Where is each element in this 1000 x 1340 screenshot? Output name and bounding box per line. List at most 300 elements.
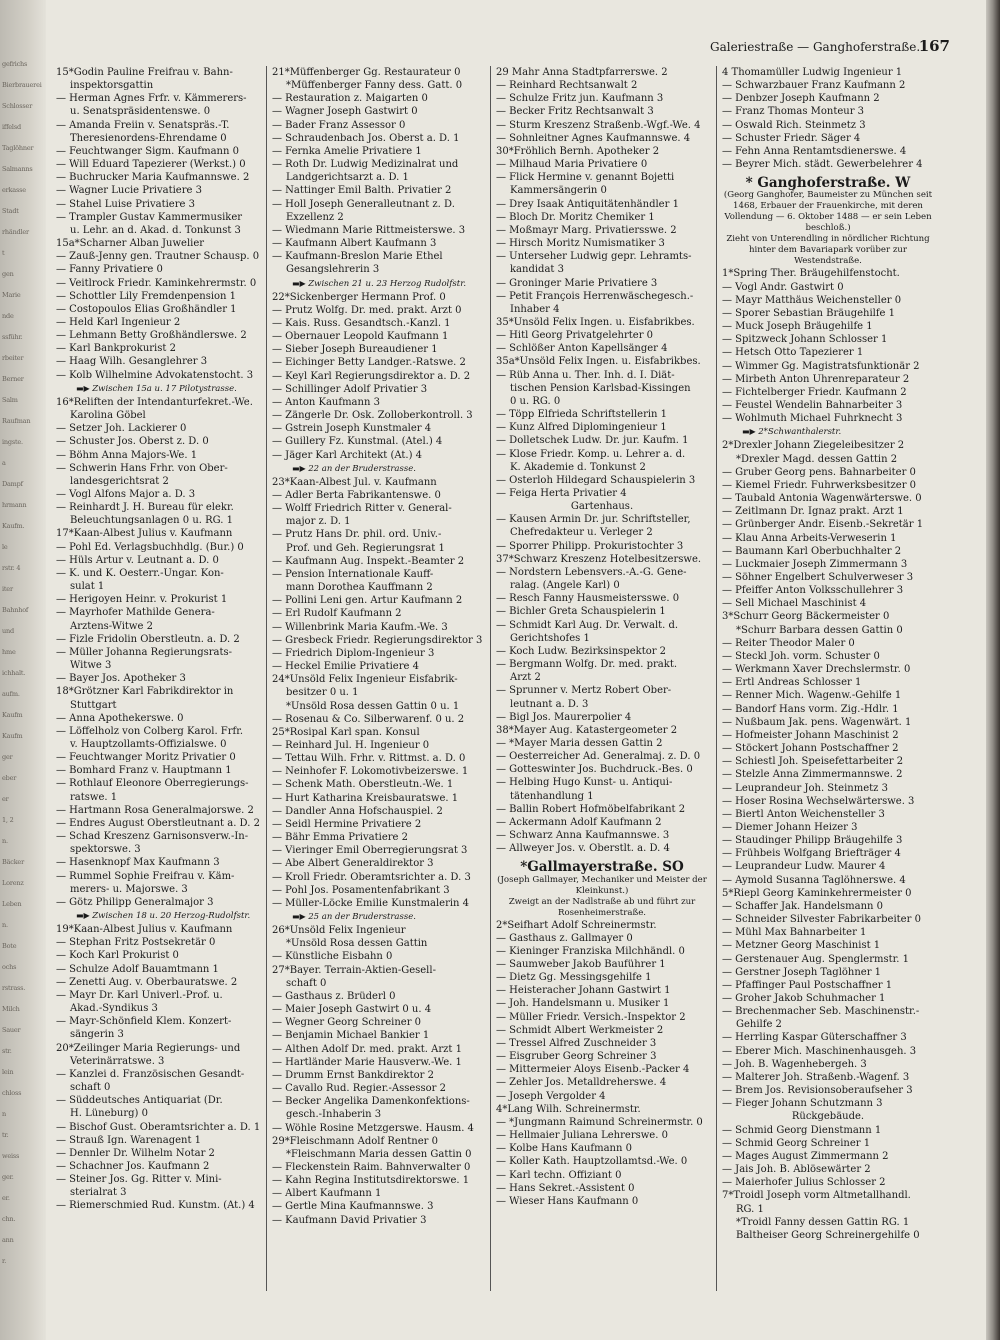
- directory-entry: — Zängerle Dr. Osk. Zolloberkontroll. 3: [272, 410, 473, 422]
- directory-entry: — Taubald Antonia Wagenwärterswe. 0: [722, 493, 922, 505]
- directory-entry: — Neinhofer F. Lokomotivbeizerswe. 1: [272, 766, 469, 778]
- directory-entry: Kammersängerin 0: [510, 185, 607, 197]
- directory-entry: — Reinhardt J. H. Bureau für elekr.: [56, 502, 234, 514]
- directory-entry: — Friedrich Diplom-Ingenieur 3: [272, 647, 435, 659]
- directory-entry: — Mayrhofer Mathilde Genera-: [56, 607, 215, 619]
- cross-street-marker: ▬▶ Zwischen 18 u. 20 Herzog-Rudolfstr.: [56, 909, 268, 923]
- directory-entry: — Fichtelberger Friedr. Kaufmann 2: [722, 386, 907, 398]
- directory-entry: — Wolff Friedrich Ritter v. General-: [272, 503, 452, 515]
- directory-entry: 23*Kaan-Albest Jul. v. Kaufmann: [272, 476, 437, 488]
- gutter-fragment: erkasse: [2, 186, 26, 194]
- column-3: [496, 66, 708, 1296]
- directory-entry: — Mayr Dr. Karl Univerl.-Prof. u.: [56, 989, 223, 1001]
- directory-entry: — Sporer Sebastian Bräugehilfe 1: [722, 307, 896, 319]
- directory-entry: — Schwerin Hans Frhr. von Ober-: [56, 462, 228, 474]
- directory-entry: — Kaufmann-Breslon Marie Ethel: [272, 251, 443, 263]
- directory-entry: — Nordstern Lebensvers.-A.-G. Gene-: [496, 566, 687, 578]
- directory-entry: — Eberer Mich. Maschinenhausgeh. 3: [722, 1045, 917, 1057]
- directory-entry: — Hans Sekret.-Assistent 0: [496, 1182, 635, 1194]
- gutter-fragment: Bäcker: [2, 858, 24, 866]
- directory-entry: — Bichler Greta Schauspielerin 1: [496, 606, 666, 618]
- directory-entry: Gesangslehrerin 3: [286, 264, 380, 276]
- gutter-fragment: le: [2, 543, 8, 551]
- directory-entry: — Oswald Rich. Steinmetz 3: [722, 119, 866, 131]
- directory-entry: *Troidl Fanny dessen Gattin RG. 1: [736, 1216, 910, 1228]
- directory-entry: — Schiestl Joh. Speisefettarbeiter 2: [722, 756, 904, 768]
- directory-entry: — Schmid Georg Schreiner 1: [722, 1137, 871, 1149]
- directory-entry: — Zehler Jos. Metalldreherswe. 4: [496, 1077, 667, 1089]
- gutter-fragment: ochs: [2, 963, 17, 971]
- directory-entry: — Keyl Karl Regierungsdirektor a. D. 2: [272, 370, 471, 382]
- directory-entry: besitzer 0 u. 1: [286, 687, 359, 699]
- directory-entry: — Haag Wilh. Gesanglehrer 3: [56, 356, 208, 368]
- directory-entry: — Koch Karl Prokurist 0: [56, 950, 179, 962]
- directory-entry: — Müller Friedr. Versich.-Inspektor 2: [496, 1011, 686, 1023]
- directory-entry: — Müller Johanna Regierungsrats-: [56, 646, 233, 658]
- directory-entry: — Schlößer Anton Kapellsänger 4: [496, 343, 668, 355]
- directory-entry: — Gotteswinter Jos. Buchdruck.-Bes. 0: [496, 764, 693, 776]
- directory-entry: tätenhandlung 1: [510, 790, 594, 802]
- directory-entry: schaft 0: [70, 1082, 111, 1094]
- directory-entry: — Schwarzbauer Franz Kaufmann 2: [722, 80, 906, 92]
- gutter-fragment: Milch: [2, 1005, 20, 1013]
- directory-entry: inspektorsgattin: [70, 80, 154, 92]
- directory-entry: Witwe 3: [70, 660, 112, 672]
- directory-entry: — Mirbeth Anton Uhrenreparateur 2: [722, 373, 910, 385]
- directory-entry: 15a*Scharner Alban Juwelier: [56, 238, 205, 250]
- directory-entry: 38*Mayer Aug. Katastergeometer 2: [496, 724, 678, 736]
- directory-entry: — Schaffer Jak. Handelsmann 0: [722, 900, 884, 912]
- directory-entry: — Rosenau & Co. Silberwarenf. 0 u. 2: [272, 713, 465, 725]
- directory-entry: — Wieser Hans Kaufmann 0: [496, 1195, 639, 1207]
- directory-entry: — Holl Joseph Generalleutnant z. D.: [272, 198, 455, 210]
- directory-entry: — Heckel Emilie Privatiere 4: [272, 661, 419, 673]
- column-1: [56, 66, 268, 1296]
- gutter-fragment: Stadt: [2, 207, 19, 215]
- directory-entry: Akad.-Syndikus 3: [70, 1003, 158, 1015]
- directory-entry: 3*Schurr Georg Bäckermeister 0: [722, 611, 890, 623]
- directory-entry: — Schuster Friedr. Säger 4: [722, 132, 861, 144]
- directory-entry: — Süddeutsches Antiquariat (Dr.: [56, 1095, 223, 1107]
- gutter-fragment: weiss: [2, 1152, 20, 1160]
- cross-street-marker: ▬▶ Zwischen 15a u. 17 Pilotystrasse.: [56, 382, 268, 396]
- directory-entry: — Franz Thomas Monteur 3: [722, 106, 865, 118]
- gutter-fragment: ger: [2, 753, 13, 761]
- directory-entry: — Kausen Armin Dr. jur. Schriftsteller,: [496, 514, 691, 526]
- directory-entry: — *Mayer Maria dessen Gattin 2: [496, 737, 663, 749]
- directory-entry: — Anton Kaufmann 3: [272, 396, 380, 408]
- directory-entry: — Resch Fanny Hausmeistersswe. 0: [496, 593, 680, 605]
- directory-entry: — Schachner Jos. Kaufmann 2: [56, 1160, 210, 1172]
- directory-entry: *Fleischmann Maria dessen Gattin 0: [286, 1148, 472, 1160]
- directory-entry: — Seidl Hermine Privatiere 2: [272, 818, 422, 830]
- directory-entry: — Schmidt Albert Werkmeister 2: [496, 1024, 664, 1036]
- directory-entry: — Hofmeister Johann Maschinist 2: [722, 729, 899, 741]
- gutter-fragment: n.: [2, 921, 8, 929]
- gutter-fragment: er.: [2, 1194, 10, 1202]
- directory-entry: — Eichinger Betty Landger.-Ratswe. 2: [272, 357, 466, 369]
- directory-entry: — Müller-Löcke Emilie Kunstmalerin 4: [272, 897, 470, 909]
- cross-street-marker: ▬▶ 25 an der Bruderstrasse.: [272, 910, 484, 924]
- gutter-fragment: r.: [2, 1257, 7, 1265]
- directory-entry: — Anna Apothekerswe. 0: [56, 712, 184, 724]
- directory-entry: — Kolb Wilhelmine Advokatenstocht. 3: [56, 369, 254, 381]
- street-note: Zieht von Unterendling in nördlicher Richtung hinter dem Bavariapark vorüber zur Westendstraße.: [726, 234, 930, 267]
- directory-entry: — Schulze Adolf Bauamtmann 1: [56, 963, 219, 975]
- directory-entry: 20*Zeilinger Maria Regierungs- und: [56, 1042, 241, 1054]
- directory-entry: — Joh. B. Wagenhebergeh. 3: [722, 1058, 867, 1070]
- column-4: [722, 66, 934, 1296]
- directory-entry: u. Lehr. an d. Akad. d. Tonkunst 3: [70, 224, 241, 236]
- directory-entry: — Eisgruber Georg Schreiner 3: [496, 1051, 657, 1063]
- directory-entry: Veterinärratswe. 3: [70, 1055, 165, 1067]
- directory-entry: — Tressel Alfred Zuschneider 3: [496, 1037, 657, 1049]
- column-divider: [716, 66, 717, 1291]
- directory-entry: — Dolletschek Ludw. Dr. jur. Kaufm. 1: [496, 435, 689, 447]
- running-title: Galeriestraße — Ganghoferstraße.: [710, 40, 921, 54]
- cross-street-marker: ▬▶ 22 an der Bruderstrasse.: [272, 462, 484, 476]
- gutter-fragment: Berner: [2, 375, 24, 383]
- directory-entry: — Klau Anna Arbeits-Verweserin 1: [722, 532, 897, 544]
- cross-street-marker: ▬▶ 2*Schwanthalerstr.: [722, 425, 934, 439]
- directory-entry: Exzellenz 2: [286, 211, 344, 223]
- directory-entry: — Schmid Georg Dienstmann 1: [722, 1124, 882, 1136]
- directory-entry: — Schad Kreszenz Garnisonsverw.-In-: [56, 831, 249, 843]
- directory-entry: 26*Unsöld Felix Ingenieur: [272, 925, 406, 937]
- directory-entry: — Cavallo Rud. Regier.-Assessor 2: [272, 1083, 446, 1095]
- directory-entry: — Kroll Friedr. Oberamtsrichter a. D. 3: [272, 871, 471, 883]
- directory-entry: — Groher Jakob Schuhmacher 1: [722, 993, 886, 1004]
- directory-entry: Chefredakteur u. Verleger 2: [510, 527, 653, 539]
- directory-entry: Prof. und Geh. Regierungsrat 1: [286, 542, 445, 554]
- gutter-fragment: str.: [2, 1047, 12, 1055]
- directory-entry: — Fleckenstein Raim. Bahnverwalter 0: [272, 1161, 471, 1173]
- directory-entry: *Unsöld Rosa dessen Gattin: [286, 938, 428, 950]
- directory-entry: — Buchrucker Maria Kaufmannswe. 2: [56, 172, 250, 184]
- directory-entry: — Reinhard Rechtsanwalt 2: [496, 80, 638, 92]
- page-number: 167: [918, 37, 950, 55]
- directory-entry: Beleuchtungsanlagen 0 u. RG. 1: [70, 515, 234, 527]
- directory-entry: Gartenhaus.: [570, 501, 634, 513]
- directory-entry: — Hüls Artur v. Leutnant a. D. 0: [56, 554, 219, 566]
- directory-entry: — Maier Joseph Gastwirt 0 u. 4: [272, 1004, 432, 1016]
- directory-entry: — Roth Dr. Ludwig Medizinalrat und: [272, 159, 459, 171]
- directory-entry: merers- u. Majorswe. 3: [70, 883, 188, 895]
- directory-entry: u. Senatspräsidentenswe. 0: [70, 106, 211, 118]
- directory-entry: *Drexler Magd. dessen Gattin 2: [736, 453, 898, 465]
- directory-entry: — Vieringer Emil Oberregierungsrat 3: [272, 845, 468, 857]
- directory-entry: — Kolbe Hans Kaufmann 0: [496, 1143, 632, 1155]
- directory-entry: — Bergmann Wolfg. Dr. med. prakt.: [496, 659, 678, 671]
- directory-entry: — Mayr Matthäus Weichensteller 0: [722, 294, 902, 306]
- directory-entry: — Bayer Jos. Apotheker 3: [56, 673, 186, 685]
- page-header: [710, 37, 950, 55]
- directory-entry: — Dietz Gg. Messingsgehilfe 1: [496, 972, 652, 984]
- directory-entry: — Götz Philipp Generalmajor 3: [56, 896, 214, 908]
- directory-entry: — Sohnleitner Agnes Kaufmannswe. 4: [496, 132, 691, 144]
- directory-entry: 2*Seifhart Adolf Schreinermstr.: [496, 919, 657, 931]
- directory-entry: 37*Schwarz Kreszenz Hotelbesitzerswe.: [496, 553, 702, 565]
- left-gutter-bleed: [0, 0, 46, 1340]
- directory-entry: — Bischof Gust. Oberamtsrichter a. D. 1: [56, 1121, 261, 1133]
- directory-entry: sterialrat 3: [70, 1187, 127, 1199]
- directory-entry: — Kais. Russ. Gesandtsch.-Kanzl. 1: [272, 317, 451, 329]
- directory-entry: — Herigoyen Heinr. v. Prokurist 1: [56, 594, 228, 606]
- directory-entry: 1*Spring Ther. Bräugehilfenstocht.: [722, 268, 900, 280]
- gutter-fragment: nde: [2, 312, 14, 320]
- gutter-fragment: hrmann: [2, 501, 27, 509]
- directory-entry: — Sporrer Philipp. Prokuristochter 3: [496, 540, 684, 552]
- directory-entry: — Guillery Fz. Kunstmal. (Atel.) 4: [272, 436, 443, 448]
- directory-entry: — Unterseher Ludwig gepr. Lehramts-: [496, 251, 692, 263]
- gutter-fragment: lein: [2, 1068, 14, 1076]
- directory-entry: — Gstrein Joseph Kunstmaler 4: [272, 423, 432, 435]
- gutter-fragment: ger.: [2, 1173, 14, 1181]
- gutter-fragment: Bahnhof: [2, 606, 29, 614]
- directory-entry: — Frühbeis Wolfgang Briefträger 4: [722, 848, 901, 860]
- directory-entry: — Schraudenbach Jos. Oberst a. D. 1: [272, 132, 460, 144]
- directory-entry: — Kunz Alfred Diplomingenieur 1: [496, 422, 667, 434]
- directory-entry: — Steckl Joh. vorm. Schuster 0: [722, 650, 880, 662]
- directory-entry: Landgerichtsarzt a. D. 1: [286, 172, 409, 184]
- gutter-fragment: Bierbrauerei: [2, 81, 42, 89]
- directory-entry: — Wohlmuth Michael Fuhrknecht 3: [722, 413, 903, 425]
- gutter-fragment: Salmanns: [2, 165, 33, 173]
- directory-entry: — Ertl Andreas Schlosser 1: [722, 677, 862, 689]
- directory-entry: — Bähr Emma Privatiere 2: [272, 832, 408, 844]
- directory-entry: — Ballin Robert Hofmöbelfabrikant 2: [496, 803, 686, 815]
- directory-entry: — Dennler Dr. Wilhelm Notar 2: [56, 1147, 215, 1159]
- directory-entry: — Koch Ludw. Bezirksinspektor 2: [496, 645, 667, 657]
- directory-entry: — Werkmann Xaver Drechslermstr. 0: [722, 664, 911, 676]
- directory-entry: — Milhaud Maria Privatiere 0: [496, 159, 648, 171]
- directory-entry: 2*Drexler Johann Ziegeleibesitzer 2: [722, 440, 905, 452]
- directory-entry: — Pfaffinger Paul Postschaffner 1: [722, 979, 893, 991]
- directory-entry: 29 Mahr Anna Stadtpfarrerswe. 2: [496, 67, 668, 78]
- gutter-fragment: t: [2, 249, 5, 257]
- directory-entry: — Schulze Fritz jun. Kaufmann 3: [496, 93, 664, 105]
- directory-entry: — Feustel Wendelin Bahnarbeiter 3: [722, 399, 903, 411]
- directory-entry: — Karl techn. Offiziant 0: [496, 1169, 622, 1181]
- gutter-fragment: ssführ.: [2, 333, 23, 341]
- directory-entry: — Kaufmann Aug. Inspekt.-Beamter 2: [272, 555, 465, 567]
- directory-entry: — Fizle Fridolin Oberstleutn. a. D. 2: [56, 633, 240, 645]
- directory-entry: — Prutz Wolfg. Dr. med. prakt. Arzt 0: [272, 304, 462, 316]
- directory-entry: — Bloch Dr. Moritz Chemiker 1: [496, 211, 655, 223]
- directory-entry: — Staudinger Philipp Bräugehilfe 3: [722, 835, 903, 847]
- directory-entry: — Herman Agnes Frfr. v. Kämmerers-: [56, 93, 247, 105]
- directory-entry: — Saumweber Jakob Bauführer 1: [496, 959, 666, 970]
- directory-entry: Arztens-Witwe 2: [70, 620, 153, 632]
- directory-entry: — Muck Joseph Bräugehilfe 1: [722, 321, 873, 333]
- directory-entry: — Benjamin Michael Bankier 1: [272, 1030, 430, 1042]
- directory-entry: — Söhner Engelbert Schulverweser 3: [722, 572, 914, 583]
- directory-entry: — Brem Jos. Revisionsoberaufseher 3: [722, 1085, 913, 1097]
- directory-entry: 24*Unsöld Felix Ingenieur Eisfabrik-: [272, 674, 458, 686]
- directory-entry: — Abe Albert Generaldirektor 3: [272, 858, 434, 870]
- directory-entry: 15*Godin Pauline Freifrau v. Bahn-: [56, 67, 233, 78]
- directory-entry: — Trampler Gustav Kammermusiker: [56, 211, 243, 223]
- directory-entry: 30*Fröhlich Bernh. Apotheker 2: [496, 145, 660, 157]
- gutter-fragment: ingste.: [2, 438, 23, 446]
- directory-entry: Gerichtshofes 1: [510, 632, 590, 644]
- directory-entry: — Erl Rudolf Kaufmann 2: [272, 608, 402, 620]
- gutter-fragment: chloss: [2, 1089, 22, 1097]
- directory-entry: 29*Fleischmann Adolf Rentner 0: [272, 1135, 438, 1147]
- directory-entry: — Obernauer Leopold Kaufmann 1: [272, 331, 449, 343]
- directory-entry: — Feuchtwanger Sigm. Kaufmann 0: [56, 145, 239, 157]
- directory-entry: kandidat 3: [510, 264, 564, 276]
- directory-entry: — Becker Fritz Rechtsanwalt 3: [496, 106, 654, 118]
- directory-entry: — Stöckert Johann Postschaffner 2: [722, 743, 899, 755]
- directory-entry: — Klose Friedr. Komp. u. Lehrer a. d.: [496, 448, 686, 460]
- directory-entry: — Will Eduard Tapezierer (Werkst.) 0: [56, 159, 246, 171]
- directory-entry: — Schneider Silvester Fabrikarbeiter 0: [722, 914, 921, 926]
- directory-entry: — Zenetti Aug. v. Oberbauratswe. 2: [56, 976, 238, 988]
- directory-entry: — Sell Michael Maschinist 4: [722, 598, 867, 610]
- directory-entry: — Moßmayr Marg. Privatiersswe. 2: [496, 224, 677, 236]
- directory-entry: Inhaber 4: [510, 303, 560, 315]
- directory-entry: — Feuchtwanger Moritz Privatier 0: [56, 752, 236, 764]
- directory-entry: — Hetsch Otto Tapezierer 1: [722, 347, 864, 359]
- gutter-fragment: n.: [2, 837, 8, 845]
- gutter-fragment: hme: [2, 648, 16, 656]
- directory-entry: — Schottler Lily Fremdenpension 1: [56, 290, 237, 302]
- directory-entry: — Pollini Leni gen. Artur Kaufmann 2: [272, 595, 463, 607]
- gutter-fragment: Salm: [2, 396, 18, 404]
- directory-entry: — Bigl Jos. Maurerpolier 4: [496, 711, 632, 723]
- directory-entry: — Diemer Johann Heizer 3: [722, 821, 858, 833]
- directory-entry: 35a*Unsöld Felix Ingen. u. Eisfabrikbes.: [496, 356, 701, 368]
- directory-entry: — Gertle Mina Kaufmannswe. 3: [272, 1201, 434, 1213]
- directory-entry: RG. 1: [736, 1203, 764, 1215]
- directory-entry: — Petit François Herrenwäschegesch.-: [496, 290, 694, 302]
- directory-entry: — Becker Angelika Damenkonfektions-: [272, 1096, 470, 1108]
- directory-entry: — Nußbaum Jak. pens. Wagenwärt. 1: [722, 716, 912, 728]
- directory-entry: — Fehn Anna Rentamtsdienerswe. 4: [722, 145, 907, 157]
- cross-street-marker: ▬▶ Zwischen 21 u. 23 Herzog Rudolfstr.: [272, 277, 484, 291]
- directory-entry: — Böhm Anna Majors-We. 1: [56, 449, 198, 461]
- directory-entry: 5*Riepl Georg Kaminkehrermeister 0: [722, 887, 912, 899]
- directory-entry: tischen Pension Karlsbad-Kissingen: [510, 382, 691, 394]
- gutter-fragment: gen: [2, 270, 14, 278]
- directory-entry: — Adler Berta Fabrikantenswe. 0: [272, 490, 441, 501]
- directory-entry: — Löffelholz von Colberg Karol. Frfr.: [56, 725, 244, 737]
- directory-entry: ratswe. 1: [70, 791, 118, 803]
- directory-entry: — Metzner Georg Maschinist 1: [722, 940, 881, 952]
- directory-entry: — Töpp Elfrieda Schriftstellerin 1: [496, 409, 668, 421]
- directory-entry: 18*Grötzner Karl Fabrikdirektor in: [56, 686, 234, 698]
- directory-entry: — Jäger Karl Architekt (At.) 4: [272, 449, 423, 461]
- directory-entry: — Heisteracher Johann Gastwirt 1: [496, 985, 671, 997]
- directory-entry: — Ackermann Adolf Kaufmann 2: [496, 816, 662, 828]
- directory-entry: — Schuster Jos. Oberst z. D. 0: [56, 436, 209, 448]
- directory-entry: — Schenk Math. Oberstleutn.-We. 1: [272, 779, 454, 791]
- directory-entry: — Hirsch Moritz Numismatiker 3: [496, 238, 665, 250]
- directory-entry: — Herrling Kaspar Güterschaffner 3: [722, 1032, 907, 1044]
- directory-entry: — Schmidt Karl Aug. Dr. Verwalt. d.: [496, 619, 679, 631]
- directory-entry: — Luckmaier Joseph Zimmermann 3: [722, 558, 908, 570]
- gutter-fragment: Kaufm: [2, 711, 23, 719]
- gutter-fragment: Sauer: [2, 1026, 21, 1034]
- directory-entry: — Endres August Oberstleutnant a. D. 2: [56, 817, 260, 829]
- directory-entry: — Vogl Andr. Gastwirt 0: [722, 281, 844, 293]
- directory-entry: — Kieninger Franziska Milchhändl. 0: [496, 945, 685, 957]
- directory-entry: landesgerichtsrat 2: [70, 475, 169, 487]
- street-note: (Georg Ganghofer, Baumeister zu München seit 1468, Erbauer der Frauenkirche, mit deren Vollendung — 6. Oktober 1488 — er sein Leben beschloß.): [723, 190, 933, 234]
- directory-entry: — Gasthaus z. Gallmayer 0: [496, 932, 633, 944]
- directory-entry: gesch.-Inhaberin 3: [286, 1109, 382, 1121]
- directory-entry: sulat 1: [70, 581, 105, 593]
- directory-entry: — Mayr-Schönfield Klem. Konzert-: [56, 1016, 232, 1028]
- directory-entry: — Setzer Joh. Lackierer 0: [56, 423, 187, 435]
- directory-entry: — Fanny Privatiere 0: [56, 264, 163, 276]
- directory-entry: — Flick Hermine v. genannt Bojetti: [496, 172, 675, 184]
- street-note: (Joseph Gallmayer, Mechaniker und Meister der Kleinkunst.): [497, 874, 707, 896]
- directory-entry: — *Jungmann Raimund Schreinermstr. 0: [496, 1116, 703, 1128]
- directory-entry: — Kiemel Friedr. Fuhrwerksbesitzer 0: [722, 479, 917, 491]
- column-2: [272, 66, 484, 1296]
- directory-entry: — Denbzer Joseph Kaufmann 2: [722, 93, 880, 105]
- directory-entry: — Tettau Wilh. Frhr. v. Rittmst. a. D. 0: [272, 753, 466, 765]
- directory-entry: 25*Rosipal Karl span. Konsul: [272, 726, 420, 738]
- directory-entry: — Sturm Kreszenz Straßenb.-Wgf.-We. 4: [496, 119, 701, 131]
- directory-entry: — Prutz Hans Dr. phil. ord. Univ.-: [272, 529, 442, 541]
- directory-entry: — Joseph Vergolder 4: [496, 1090, 606, 1102]
- directory-entry: — Bomhard Franz v. Hauptmann 1: [56, 765, 232, 777]
- directory-entry: — Koller Kath. Hauptzollamtsd.-We. 0: [496, 1156, 688, 1168]
- gutter-fragment: Leben: [2, 900, 22, 908]
- directory-entry: — Veitlrock Friedr. Kaminkehrermstr. 0: [56, 277, 257, 289]
- gutter-fragment: aufm.: [2, 690, 20, 698]
- directory-entry: — Gerstner Joseph Taglöhner 1: [722, 966, 882, 978]
- directory-entry: — Drumm Ernst Bankdirektor 2: [272, 1069, 434, 1081]
- directory-entry: — Aymold Susanna Taglöhnerswe. 4: [722, 874, 906, 886]
- gutter-fragment: rhändler: [2, 228, 29, 236]
- gutter-fragment: chn.: [2, 1215, 16, 1223]
- directory-entry: — Pension Internationale Kauff-: [272, 568, 434, 580]
- gutter-fragment: Raufman: [2, 417, 31, 425]
- directory-entry: — Feiga Herta Privatier 4: [496, 488, 627, 499]
- directory-entry: — Leuprandeur Joh. Steinmetz 3: [722, 782, 888, 794]
- directory-entry: — Allweyer Jos. v. Oberstlt. a. D. 4: [496, 843, 670, 855]
- gutter-fragment: eber: [2, 774, 17, 782]
- street-heading: *Gallmayerstraße. SO: [520, 859, 684, 875]
- directory-entry: — Costopoulos Elias Großhändler 1: [56, 303, 237, 315]
- street-note: Zweigt an der Nadlstraße ab und führt zur Rosenheimerstraße.: [508, 896, 696, 918]
- directory-entry: — Wöhle Rosine Metzgerswe. Hausm. 4: [272, 1122, 474, 1134]
- directory-entry: — Riemerschmied Rud. Kunstm. (At.) 4: [56, 1200, 255, 1212]
- directory-entry: sängerin 3: [70, 1029, 124, 1041]
- directory-entry: — Helbing Hugo Kunst- u. Antiqui-: [496, 777, 673, 789]
- directory-entry: — Pohl Ed. Verlagsbuchhdlg. (Bur.) 0: [56, 541, 244, 553]
- directory-entry: 21*Müffenberger Gg. Restaurateur 0: [272, 67, 461, 78]
- directory-entry: — Wegner Georg Schreiner 0: [272, 1017, 422, 1029]
- directory-entry: — Hoser Rosina Wechselwärterswe. 3: [722, 795, 915, 807]
- directory-entry: mann Dorothea Kauffmann 2: [286, 582, 433, 594]
- gutter-fragment: ichhalt.: [2, 669, 26, 677]
- directory-entry: — Groninger Marie Privatiere 3: [496, 277, 658, 289]
- directory-entry: — Osterloh Hildegard Schauspielerin 3: [496, 474, 696, 486]
- directory-entry: Stuttgart: [70, 699, 117, 711]
- directory-entry: Rückgebäude.: [791, 1111, 865, 1123]
- directory-entry: — Amanda Freiin v. Senatspräs.-T.: [56, 119, 230, 131]
- directory-entry: leutnant a. D. 3: [510, 698, 589, 710]
- directory-entry: — Wimmer Gg. Magistratsfunktionär 2: [722, 360, 920, 372]
- directory-entry: — Gruber Georg pens. Bahnarbeiter 0: [722, 466, 916, 478]
- directory-entry: — Leuprandeur Ludw. Maurer 4: [722, 861, 886, 873]
- directory-entry: 22*Sickenberger Hermann Prof. 0: [272, 291, 446, 303]
